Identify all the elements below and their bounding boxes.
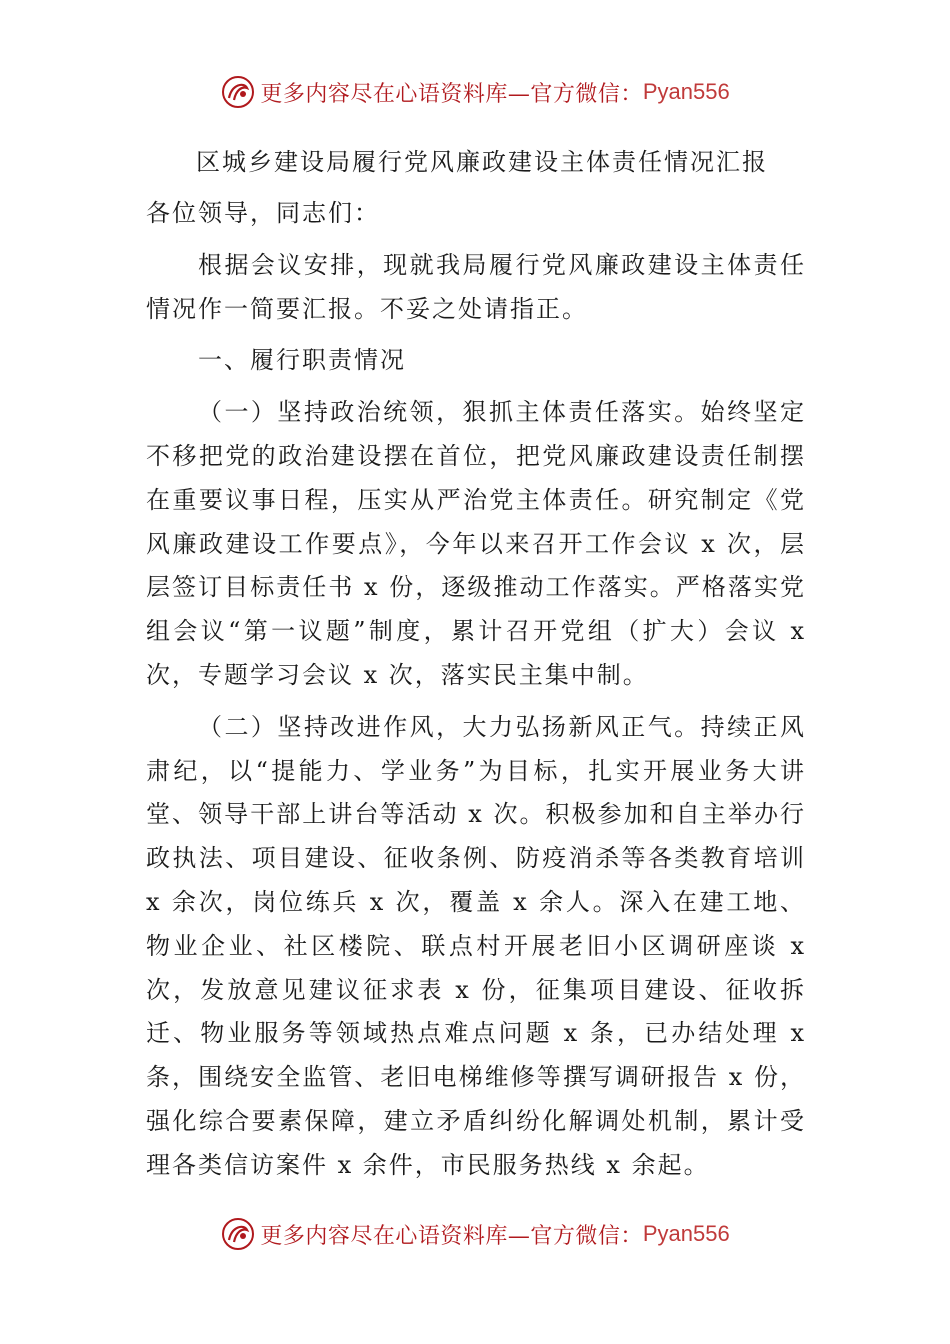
watermark-wechat-id: Pyan556 (642, 1221, 730, 1246)
salutation: 各位领导，同志们： (146, 199, 380, 227)
paragraph-2: （二）坚持改进作风，大力弘扬新风正气。持续正风肃纪，以“提能力、学业务”为目标，扎实开展业务大讲堂、领导干部上讲台等活动 x 次。积极参加和自主举办行政执法、项目建设、征收条例、防疫消杀等各类教育培训 x 余次，岗位练兵 x 次，覆盖 x 余人。深入在建工地、物业企业、社区楼院、联点村开展老旧小区调研座谈 x 次，发放意见建议征求表 x 份，征集项目建设、征收拆迁、物业服务等领域热点难点问题 x 条，已办结处理 x 条，围绕安全监管、老旧电梯维修等撰写调研报告 x 份，强化综合要素保障，建立矛盾纠纷化解调处机制，累计受理各类信访案件 x 余件，市民服务热线 x 余起。 (146, 712, 806, 1179)
watermark-logo-icon (220, 74, 256, 110)
document-body (146, 140, 806, 1188)
paragraph-1: （一）坚持政治统领，狠抓主体责任落实。始终坚定不移把党的政治建设摆在首位，把党风廉政建设责任制摆在重要议事日程，压实从严治党主体责任。研究制定《党风廉政建设工作要点》，今年以来召开工作会议 x 次，层层签订目标责任书 x 份，逐级推动工作落实。严格落实党组会议“第一议题”制度，累计召开党组（扩大）会议 x 次，专题学习会议 x 次，落实民主集中制。 (146, 398, 806, 689)
watermark-banner-top (0, 70, 950, 114)
watermark-wechat-id: Pyan556 (642, 79, 730, 104)
intro-paragraph: 根据会议安排，现就我局履行党风廉政建设主体责任情况作一简要汇报。不妥之处请指正。 (146, 250, 806, 323)
watermark-text: 更多内容尽在心语资料库—官方微信： (260, 1223, 643, 1249)
section-heading: 一、履行职责情况 (198, 346, 406, 375)
watermark-banner-bottom (0, 1212, 950, 1256)
document-title: 区城乡建设局履行党风廉政建设主体责任情况汇报 (196, 148, 768, 176)
watermark-logo-icon (220, 1216, 256, 1252)
watermark-text: 更多内容尽在心语资料库—官方微信： (260, 81, 643, 107)
